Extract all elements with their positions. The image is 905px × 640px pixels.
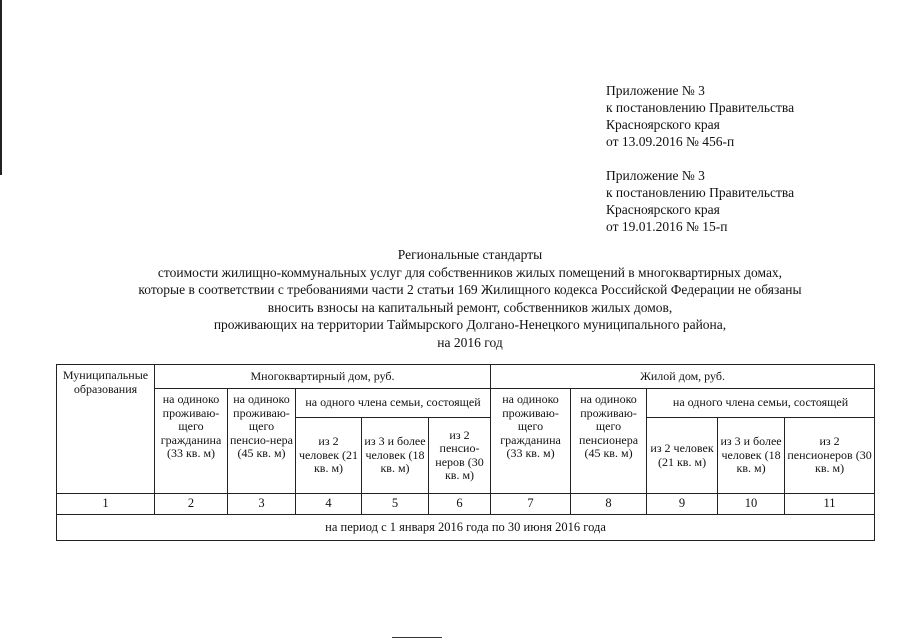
title-line5: проживающих на территории Таймырского Долгано-Ненецкого муниципального района, xyxy=(213,317,727,332)
header-apt-single: на одиноко проживаю-щего гражданина (33 кв. м) xyxy=(155,389,228,494)
document-title xyxy=(60,246,880,351)
header-house-pensioner: на одиноко проживаю-щего пенсионера (45 кв. м) xyxy=(571,389,647,494)
appendix-block-2 xyxy=(606,167,794,235)
header-municipal: Муниципальные образования xyxy=(57,365,155,494)
standards-table xyxy=(56,364,875,541)
appendix-2-line3: Красноярского края xyxy=(606,202,720,217)
column-number: 3 xyxy=(228,494,296,515)
title-line4: вносить взносы на капитальный ремонт, собственников жилых домов, xyxy=(267,299,673,315)
column-number: 11 xyxy=(785,494,875,515)
header-apt-family: на одного члена семьи, состоящей xyxy=(296,389,491,418)
header-apt-family-2: из 2 человек (21 кв. м) xyxy=(296,418,362,494)
page-bottom-rule xyxy=(392,637,442,638)
header-house-family-pensioners: из 2 пенсионеров (30 кв. м) xyxy=(785,418,875,494)
period-row: на период с 1 января 2016 года по 30 июня 2016 года xyxy=(57,515,875,541)
header-house-family-2: из 2 человек (21 кв. м) xyxy=(647,418,718,494)
appendix-2-line4: от 19.01.2016 № 15-п xyxy=(606,219,728,234)
column-number: 4 xyxy=(296,494,362,515)
header-house-group: Жилой дом, руб. xyxy=(491,365,875,389)
title-line1: Региональные стандарты xyxy=(397,247,543,262)
column-number: 6 xyxy=(429,494,491,515)
title-line2: стоимости жилищно-коммунальных услуг для собственников жилых помещений в многоквартирных домах, xyxy=(157,264,783,280)
column-number: 9 xyxy=(647,494,718,515)
header-apt-family-pensioners: из 2 пенсио-неров (30 кв. м) xyxy=(429,418,491,494)
appendix-2-line2: к постановлению Правительства xyxy=(606,185,795,200)
appendix-block-1 xyxy=(606,82,794,150)
header-house-family: на одного члена семьи, состоящей xyxy=(647,389,875,418)
column-number: 8 xyxy=(571,494,647,515)
column-number: 10 xyxy=(718,494,785,515)
header-apt-pensioner: на одиноко проживаю-щего пенсио-нера (45 кв. м) xyxy=(228,389,296,494)
scan-edge-line xyxy=(0,0,2,175)
column-number: 5 xyxy=(362,494,429,515)
header-house-single: на одиноко проживаю-щего гражданина (33 кв. м) xyxy=(491,389,571,494)
appendix-2-line1: Приложение № 3 xyxy=(606,168,705,183)
header-apartment-group: Многоквартирный дом, руб. xyxy=(155,365,491,389)
column-number-row xyxy=(57,494,875,515)
appendix-1-line4: от 13.09.2016 № 456-п xyxy=(606,134,735,149)
title-line6: на 2016 год xyxy=(437,334,503,350)
appendix-1-line2: к постановлению Правительства xyxy=(606,100,795,115)
appendix-1-line3: Красноярского края xyxy=(606,117,720,132)
column-number: 1 xyxy=(57,494,155,515)
title-line3: которые в соответствии с требованиями части 2 статьи 169 Жилищного кодекса Российской Федерации не обязаны xyxy=(138,282,802,297)
column-number: 7 xyxy=(491,494,571,515)
appendix-1-line1: Приложение № 3 xyxy=(606,83,705,98)
column-number: 2 xyxy=(155,494,228,515)
header-apt-family-3: из 3 и более человек (18 кв. м) xyxy=(362,418,429,494)
header-house-family-3: из 3 и более человек (18 кв. м) xyxy=(718,418,785,494)
